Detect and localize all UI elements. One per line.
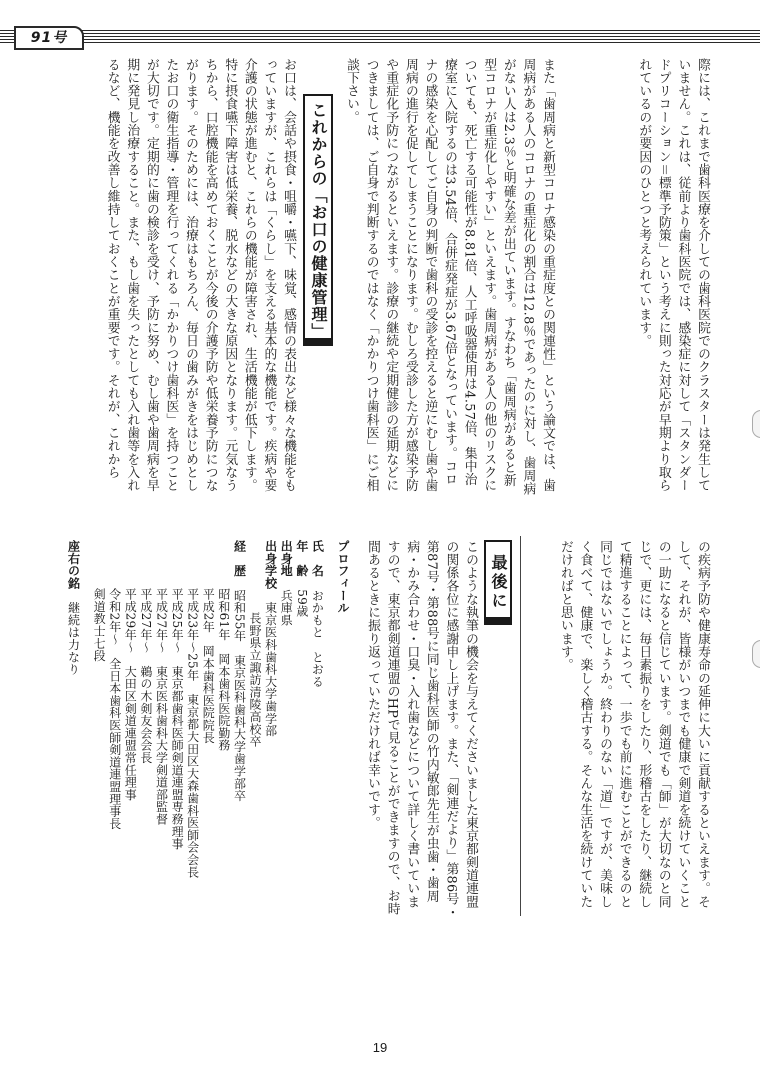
profile-row (215, 540, 231, 920)
header-stripes (0, 30, 760, 44)
profile-label: 経 歴 (232, 540, 247, 577)
paragraph-text: の疾病予防や健康寿命の延伸に大いに貢献するといえます。そして、それが、皆様がいつまでも健康で剣道を続けていくことの一助になると信じています。剣道でも「師」が大切なのと同じで、更には、毎日素振りをしたり、形稽古をしたり、継続して精進することによって、一歩でも前に進むことができるのと同じではないでしょうか。終わりのない「道」ですが、美味しく食べて、健康で、楽しく稽古する。そんな生活を続けていただければと思います。 (557, 540, 710, 909)
profile-value: 長野県立諏訪清陵高校卒 (248, 612, 263, 748)
profile-value: 平成23年～25年 東京都大田区大森歯科医師会会長 (185, 588, 200, 879)
profile-label: 出身地 (279, 540, 294, 577)
top-paragraph-study (345, 58, 557, 498)
profile-label: 年 齢 (294, 540, 309, 577)
paragraph-text: お口は、会話や摂食・咀嚼・嚥下、味覚、感情の表出など様々な機能をもっていますが、これらは「くらし」を支える基本的な機能です。疾病や要介護の状態が進むと、これらの機能が障害され、生活機能が低下します。特に摂食嚥下障害は低栄養、脱水などの大きな原因となります。元気なうちから、口腔機能を高めておくことが今後の介護予防や低栄養予防につながります。そのためには、治療はもちろん、毎日の歯みがきをはじめとしたお口の衛生指導・管理を行ってくれる「かかりつけ歯科医」を持つことが大切です。定期的に歯の検診を受け、予防に努め、むし歯や歯周病を早期に発見し治療すること。また、もし歯を失ったとしても入れ歯等を入れるなど、機能を改善し維持しておくことが重要です。それが、これから (104, 58, 296, 492)
page-header (0, 0, 760, 48)
paragraph-text: また「歯周病と新型コロナ感染の重症度との関連性」という論文では、歯周病がある人のコロナの重症化の割合は12.8％であったのに対し、歯周病がない人は2.3％と明確な差が出ています。すなわち「歯周病があると新型コロナが重症化しやすい」といえます。歯周病がある人の他のリスクについても、死亡する可能性が8.81倍、人工呼吸器使用は4.57倍、集中治療室に入院するのは3.54倍、合併症発症が3.67倍となっています。コロナの感染を心配してご自身の判断で歯科の受診を控えると逆にむし歯や歯周病の進行を促してしまうことになります。むしろ受診した方が感染予防や重症化予防につながるといえます。診療の継続や定期健診の延期などにつきましては、ご自身で判断するのではなく「かかりつけ歯科医」にご相談下さい。 (344, 58, 555, 496)
profile-label: 出身学校 (263, 540, 278, 590)
section-heading-finally (484, 540, 512, 625)
top-paragraph-oral-functions (58, 58, 298, 498)
page-number: 19 (372, 1040, 388, 1055)
paragraph-text: このような執筆の機会を与えてくださいました東京都剣道連盟の関係各位に感謝申し上げます。また、「剣連だより」第86号・第87号・第88号に同じ歯科医師の竹内敏郎先生が虫歯・歯周病・かみ合わせ・口臭・入れ歯などについて詳しく書いていますので、東京都剣道連盟のHPで見ることができますので、お時間あるときに振り返っていただければ幸いです。 (365, 540, 478, 919)
profile-row (65, 540, 81, 920)
profile-value: 昭和61年 岡本歯科医院勤務 (216, 588, 231, 752)
heading-text: これからの「お口の健康管理」 (309, 102, 328, 340)
profile-value: 平成29年～ 大田区剣道連盟常任理事 (123, 588, 138, 801)
profile-row (153, 540, 169, 920)
profile-value: 平成25年～ 東京都歯科医師剣道連盟専務理事 (170, 588, 185, 850)
profile-row (168, 540, 184, 920)
profile-row (262, 540, 278, 920)
profile-row (91, 540, 107, 920)
profile-row (231, 540, 247, 920)
column-divider (520, 536, 521, 916)
profile-value: 東京医科歯科大学歯学部 (263, 601, 278, 737)
profile-value: 平成2年 岡本歯科医院院長 (201, 588, 216, 744)
profile-title: プロフィール (336, 540, 350, 614)
profile-value: 平成27年～ 鵜の木剣友会会長 (138, 588, 153, 764)
profile-row (309, 540, 325, 920)
profile-row (278, 540, 294, 920)
section-heading-oral-health (303, 94, 333, 346)
profile-label: 氏 名 (310, 540, 325, 577)
profile-row (106, 540, 122, 920)
bottom-paragraph-continuation (528, 540, 712, 920)
heading-text: 最後に (489, 554, 508, 611)
profile-value: 兵庫県 (279, 589, 294, 627)
profile-label: 座右の銘 (66, 540, 81, 590)
profile-value: 剣道教士七段 (92, 588, 107, 662)
profile-row (293, 540, 309, 920)
bottom-paragraph-closing (360, 540, 480, 920)
profile-value: 継続は力なり (66, 601, 81, 676)
profile-row (184, 540, 200, 920)
binder-tab (752, 410, 760, 438)
profile-value: おかもと とおる (310, 589, 325, 688)
issue-number-tab (14, 26, 84, 50)
paragraph-text: 際には、これまで歯科医療を介しての歯科医院でのクラスターは発生していません。これは、従前より歯科医院では、感染症に対して「スタンダードプリコーション＝標準予防策」という考えに則った対応が早期より取られているのが要因のひとつと考えられています。 (636, 58, 710, 492)
top-paragraph-intro (562, 58, 712, 498)
profile-row (246, 540, 262, 920)
issue-label: 91号 (30, 30, 68, 46)
profile-block (60, 540, 350, 920)
profile-value: 令和2年～ 全日本歯科医師剣道連盟理事長 (107, 588, 122, 830)
profile-row (137, 540, 153, 920)
profile-value: 昭和55年 東京医科歯科大学歯学部卒 (232, 589, 247, 802)
profile-row (200, 540, 216, 920)
profile-value: 59歳 (294, 589, 309, 618)
binder-tab (752, 640, 760, 668)
profile-row (122, 540, 138, 920)
profile-value: 平成27年～ 東京医科歯科大学剣道部監督 (154, 588, 169, 826)
